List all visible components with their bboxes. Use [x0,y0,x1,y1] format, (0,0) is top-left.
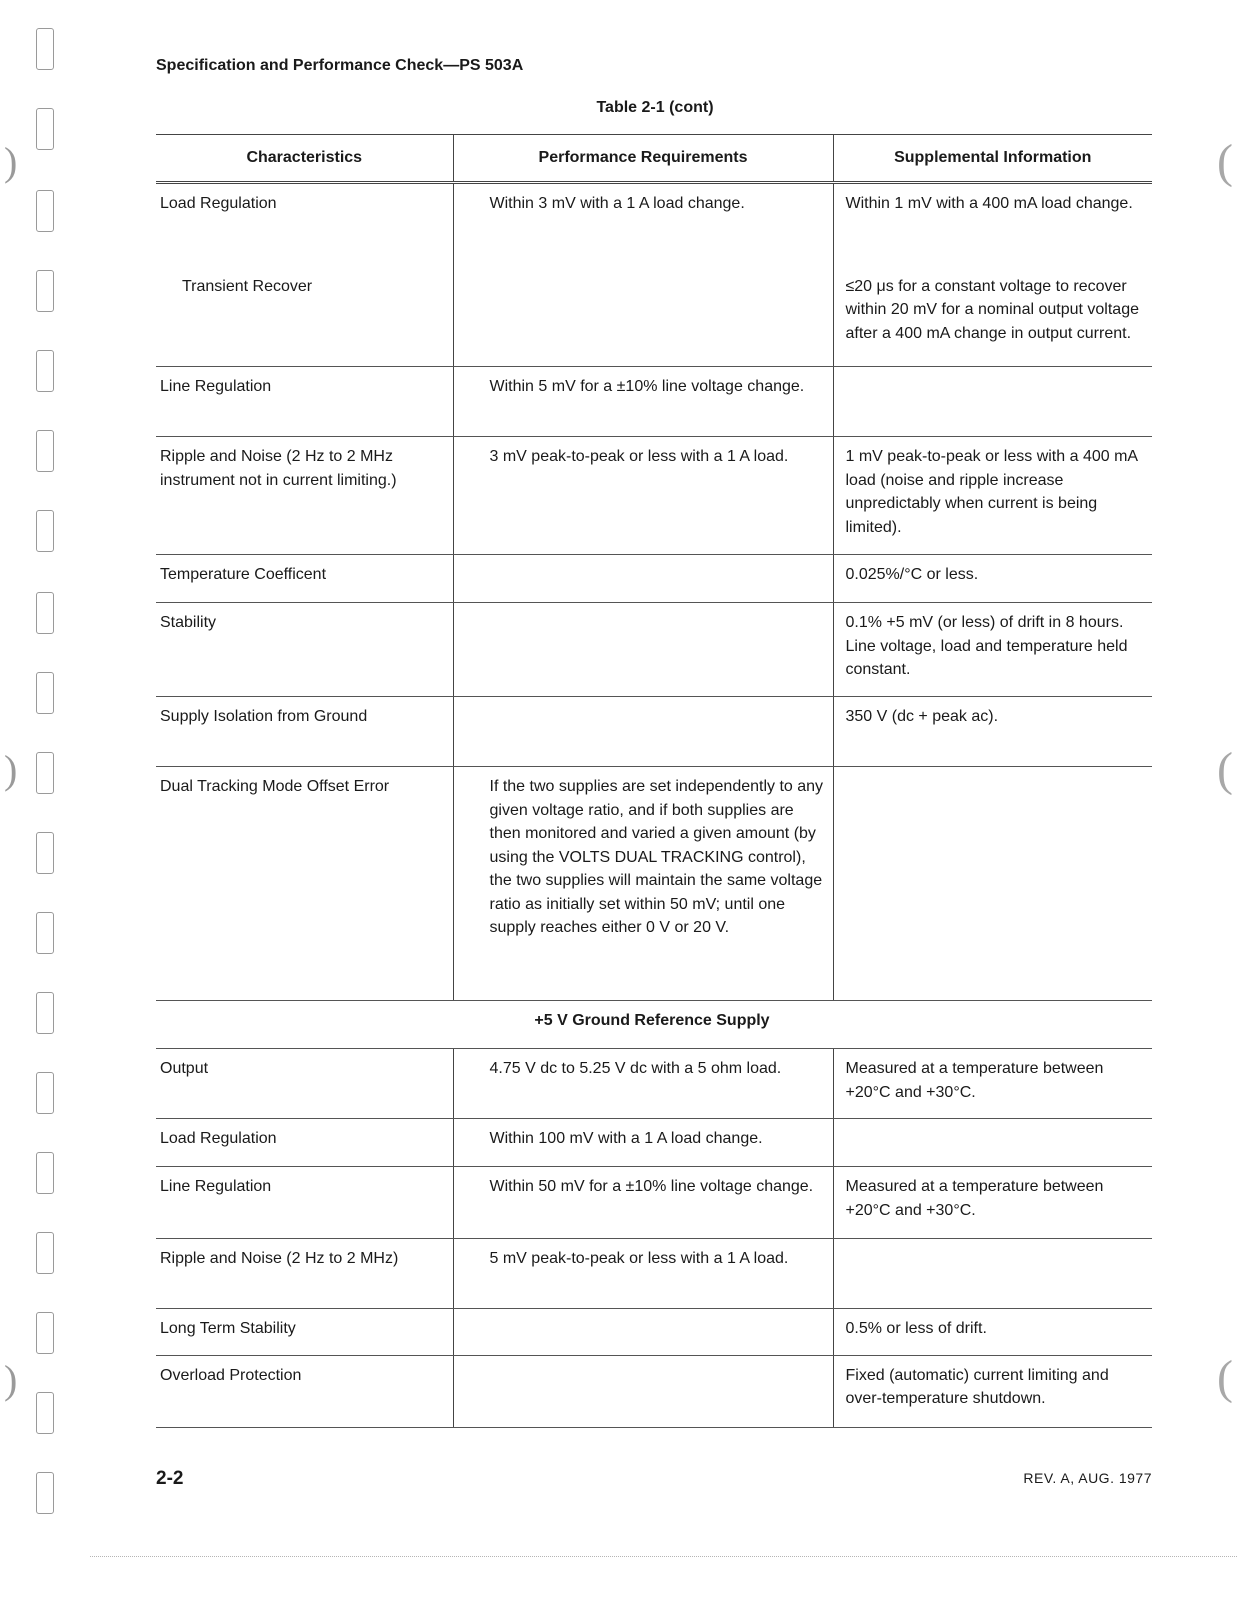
characteristic-cell: Line Regulation [156,367,453,437]
section-heading: +5 V Ground Reference Supply [156,1001,1152,1049]
characteristic-text: Transient Recover [182,277,313,295]
scan-mark-icon: ( [1217,743,1233,796]
table-row [156,367,1152,437]
table-row [156,183,1152,267]
page-edge-divider [90,1556,1237,1557]
binding-hole-icon [36,752,54,794]
characteristic-cell: Load Regulation [156,1119,453,1167]
characteristic-cell: Dual Tracking Mode Offset Error [156,767,453,1001]
requirement-cell [453,603,833,697]
requirement-cell [453,1309,833,1356]
requirement-cell [453,1355,833,1427]
binding-hole-icon [36,672,54,714]
table-row [156,767,1152,1001]
table-row [156,1355,1152,1427]
table-row [156,1239,1152,1309]
supplemental-cell: 1 mV peak-to-peak or less with a 400 mA load (noise and ripple increase unpredictably when current is being limited). [833,437,1152,555]
table-header-row [156,135,1152,183]
supplemental-cell [833,1239,1152,1309]
table-row [156,1119,1152,1167]
spec-table [156,134,1152,1428]
requirement-cell [453,267,833,367]
supplemental-cell: Measured at a temperature between +20°C and +30°C. [833,1049,1152,1119]
binding-hole-icon [36,832,54,874]
table-row [156,697,1152,767]
page-header-title: Specification and Performance Check—PS 503A [156,57,524,74]
requirement-cell: Within 3 mV with a 1 A load change. [453,183,833,267]
requirement-cell: 4.75 V dc to 5.25 V dc with a 5 ohm load. [453,1049,833,1119]
binding-hole-icon [36,190,54,232]
binding-hole-icon [36,430,54,472]
characteristic-cell: Overload Protection [156,1355,453,1427]
column-header: Supplemental Information [833,135,1152,183]
supplemental-cell: Fixed (automatic) current limiting and over-temperature shutdown. [833,1355,1152,1427]
characteristic-cell: Ripple and Noise (2 Hz to 2 MHz) [156,1239,453,1309]
requirement-cell [453,697,833,767]
binding-hole-icon [36,592,54,634]
requirement-cell: If the two supplies are set independently to any given voltage ratio, and if both supplies are then monitored and varied a given amount (by using the VOLTS DUAL TRACKING control), the two supplies will maintain the same voltage ratio as initially set within 50 mV; until one supply reaches either 0 V or 20 V. [453,767,833,1001]
characteristic-cell: Stability [156,603,453,697]
binding-hole-icon [36,992,54,1034]
scan-mark-icon: ) [4,1357,18,1402]
page-number: 2-2 [156,1468,184,1489]
supplemental-cell [833,367,1152,437]
binding-hole-icon [36,1152,54,1194]
binding-hole-icon [36,28,54,70]
binding-holes [0,0,70,1600]
revision-label: REV. A, AUG. 1977 [1023,1470,1152,1486]
supplemental-cell: 350 V (dc + peak ac). [833,697,1152,767]
table-row [156,555,1152,603]
column-header: Performance Requirements [453,135,833,183]
characteristic-text: Load Regulation [160,195,277,212]
section-heading-row [156,1001,1152,1049]
table-row [156,437,1152,555]
characteristic-cell: Supply Isolation from Ground [156,697,453,767]
scan-mark-icon: ) [4,139,18,184]
table-row [156,1167,1152,1239]
requirement-cell: Within 100 mV with a 1 A load change. [453,1119,833,1167]
table-title: Table 2-1 (cont) [596,99,714,116]
scan-mark-icon: ( [1217,135,1233,188]
requirement-cell: 3 mV peak-to-peak or less with a 1 A load. [453,437,833,555]
supplemental-cell: 0.5% or less of drift. [833,1309,1152,1356]
binding-hole-icon [36,270,54,312]
binding-hole-icon [36,510,54,552]
supplemental-cell [833,1119,1152,1167]
requirement-cell: Within 5 mV for a ±10% line voltage change. [453,367,833,437]
characteristic-cell [156,183,453,267]
requirement-cell: Within 50 mV for a ±10% line voltage change. [453,1167,833,1239]
supplemental-cell: 0.025%/°C or less. [833,555,1152,603]
requirement-cell: 5 mV peak-to-peak or less with a 1 A load. [453,1239,833,1309]
supplemental-cell: ≤20 μs for a constant voltage to recover within 20 mV for a nominal output voltage after a 400 mA change in output current. [833,267,1152,367]
supplemental-cell: Within 1 mV with a 400 mA load change. [833,183,1152,267]
characteristic-cell: Ripple and Noise (2 Hz to 2 MHz instrument not in current limiting.) [156,437,453,555]
characteristic-cell: Line Regulation [156,1167,453,1239]
binding-hole-icon [36,350,54,392]
table-row [156,267,1152,367]
supplemental-cell: 0.1% +5 mV (or less) of drift in 8 hours. Line voltage, load and temperature held constant. [833,603,1152,697]
scan-mark-icon: ( [1217,1351,1233,1404]
scan-mark-icon: ) [4,747,18,792]
binding-hole-icon [36,1072,54,1114]
column-header: Characteristics [156,135,453,183]
characteristic-cell: Temperature Coefficent [156,555,453,603]
binding-hole-icon [36,1312,54,1354]
characteristic-cell: Output [156,1049,453,1119]
table-row [156,603,1152,697]
binding-hole-icon [36,1232,54,1274]
characteristic-cell: Long Term Stability [156,1309,453,1356]
table-row [156,1049,1152,1119]
requirement-cell [453,555,833,603]
binding-hole-icon [36,912,54,954]
supplemental-cell [833,767,1152,1001]
characteristic-cell [156,267,453,367]
table-row [156,1309,1152,1356]
supplemental-cell: Measured at a temperature between +20°C and +30°C. [833,1167,1152,1239]
binding-hole-icon [36,1472,54,1514]
binding-hole-icon [36,1392,54,1434]
